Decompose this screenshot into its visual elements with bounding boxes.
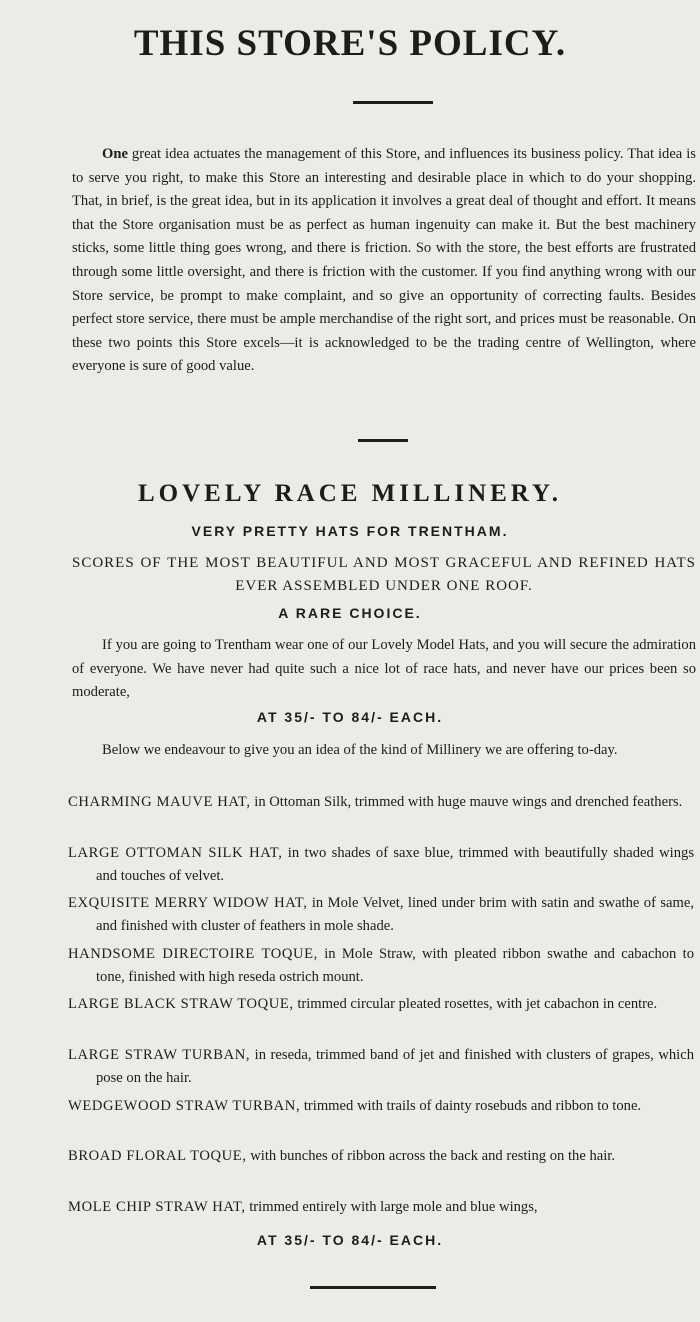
hat-item-5 bbox=[68, 993, 694, 1016]
section-divider-rule bbox=[358, 439, 408, 442]
hat-item-2 bbox=[68, 842, 694, 888]
rare-choice-subheading: A RARE CHOICE. bbox=[278, 605, 422, 621]
millinery-subheading: VERY PRETTY HATS FOR TRENTHAM. bbox=[191, 523, 509, 539]
hat-item-8 bbox=[68, 1145, 694, 1168]
hat-item-name: LARGE BLACK STRAW TOQUE, bbox=[68, 996, 294, 1012]
policy-title-rule bbox=[353, 101, 433, 104]
scores-statement bbox=[72, 552, 696, 598]
hat-item-9 bbox=[68, 1196, 694, 1219]
hat-item-name: EXQUISITE MERRY WIDOW HAT, bbox=[68, 895, 308, 911]
policy-lead-word: One bbox=[102, 146, 128, 162]
below-paragraph: Below we endeavour to give you an idea of the kind of Millinery we are offering to-day. bbox=[102, 742, 618, 758]
policy-body: great idea actuates the management of this Store, and influences its business policy. That idea is to serve you right, to make this Store an interesting and desirable place in which to do your shopping. That, in brief, is the great idea, but in its application it involves a great deal of thought and effort. It means that the Store organisation must be as perfect as human ingenuity can make it. But the best machinery sticks, some little thing goes wrong, and there is friction. So with the store, the best efforts are frustrated through some little oversight, and there is friction with the customer. If you find anything wrong with our Store service, be prompt to make complaint, and so give an opportunity of correcting faults. Besides perfect store service, there must be ample merchandise of the right sort, and prices must be reasonable. On these two points this Store excels—it is acknowledged to be the trading centre of Wellington, where everyone is sure of good value. bbox=[72, 146, 696, 375]
intro-paragraph: If you are going to Trentham wear one of our Lovely Model Hats, and you will secure the admiration of everyone. We have never had quite such a nice lot of race hats, and never have our prices been so moderate, bbox=[72, 637, 696, 701]
hat-item-desc: trimmed entirely with large mole and blue wings, bbox=[249, 1199, 538, 1215]
hat-item-desc: trimmed with trails of dainty rosebuds and ribbon to tone. bbox=[303, 1098, 642, 1114]
hat-item-6 bbox=[68, 1044, 694, 1090]
hat-item-name: BROAD FLORAL TOQUE, bbox=[68, 1148, 247, 1164]
footer-rule bbox=[310, 1286, 436, 1289]
hat-item-desc: in two shades of saxe blue, trimmed with beautifully shaded wings and touches of velvet. bbox=[96, 845, 695, 884]
scores-text: SCORES OF THE MOST BEAUTIFUL AND MOST GRACEFUL AND REFINED HATS EVER ASSEMBLED UNDER ONE ROOF. bbox=[72, 555, 696, 594]
hat-item-name: LARGE STRAW TURBAN, bbox=[68, 1047, 251, 1063]
millinery-heading: LOVELY RACE MILLINERY. bbox=[137, 480, 562, 507]
hat-item-name: CHARMING MAUVE HAT, bbox=[68, 794, 251, 810]
hat-item-desc: in Ottoman Silk, trimmed with huge mauve wings and drenched feathers. bbox=[254, 794, 683, 810]
hat-item-desc: with bunches of ribbon across the back and resting on the hair. bbox=[250, 1148, 615, 1164]
hat-item-desc: trimmed circular pleated rosettes, with jet cabachon in centre. bbox=[297, 996, 658, 1012]
hat-item-1 bbox=[68, 791, 694, 814]
hat-item-7 bbox=[68, 1095, 694, 1118]
policy-title: THIS STORE'S POLICY. bbox=[133, 23, 567, 64]
hat-item-name: HANDSOME DIRECTOIRE TOQUE, bbox=[68, 946, 318, 962]
hat-item-4 bbox=[68, 943, 694, 989]
price-line-bottom: AT 35/- TO 84/- EACH. bbox=[256, 1232, 444, 1248]
hat-item-desc: in Mole Straw, with pleated ribbon swathe and cabachon to tone, finished with high reseda ostrich mount. bbox=[96, 946, 694, 985]
hat-item-desc: in reseda, trimmed band of jet and finished with clusters of grapes, which pose on the hair. bbox=[96, 1047, 694, 1086]
hat-item-name: MOLE CHIP STRAW HAT, bbox=[68, 1199, 246, 1215]
policy-paragraph bbox=[72, 143, 696, 379]
hat-item-name: LARGE OTTOMAN SILK HAT, bbox=[68, 845, 283, 861]
hat-item-3 bbox=[68, 892, 694, 938]
hat-item-name: WEDGEWOOD STRAW TURBAN, bbox=[68, 1098, 301, 1114]
price-line-top: AT 35/- TO 84/- EACH. bbox=[256, 709, 444, 725]
hat-item-desc: in Mole Velvet, lined under brim with satin and swathe of same, and finished with cluster of feathers in mole shade. bbox=[96, 895, 694, 934]
